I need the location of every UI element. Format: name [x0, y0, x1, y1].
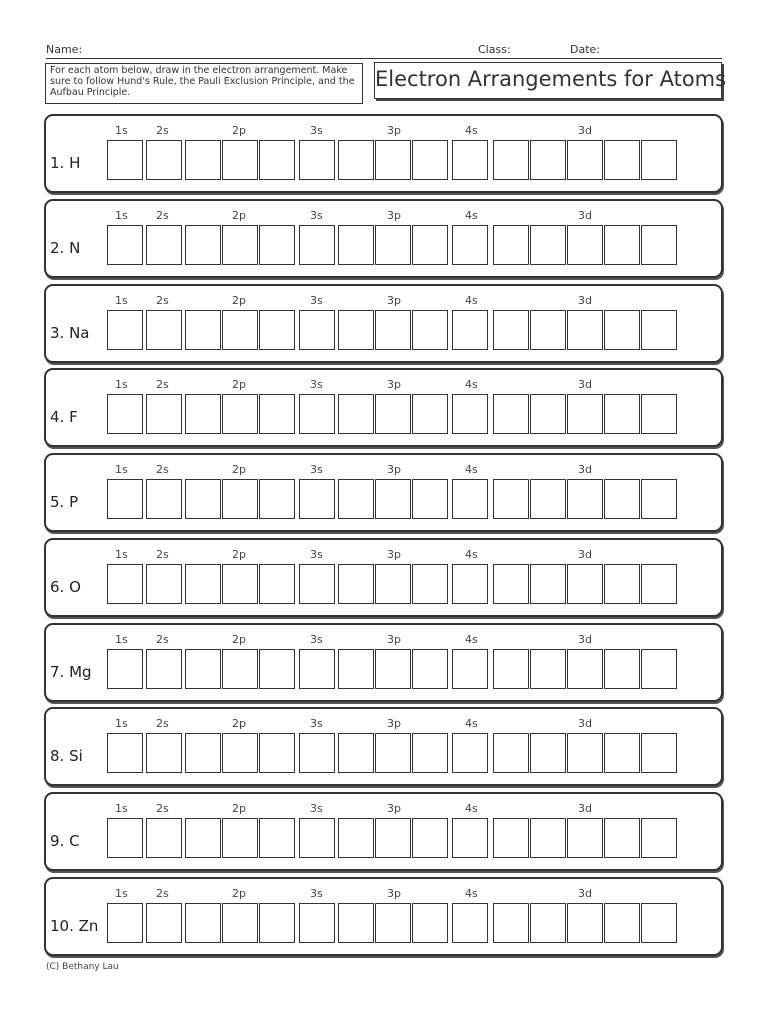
atom-panel: [44, 877, 723, 956]
orbital-box[interactable]: [567, 310, 603, 350]
orbital-box[interactable]: [185, 733, 221, 773]
atom-label: 10. Zn: [50, 917, 99, 935]
orbital-box[interactable]: [493, 818, 529, 858]
orbital-box[interactable]: [299, 479, 335, 519]
orbital-box[interactable]: [412, 225, 448, 265]
orbital-box[interactable]: [259, 649, 295, 689]
orbital-label: 3s: [310, 548, 323, 561]
orbital-box[interactable]: [530, 310, 566, 350]
orbital-box[interactable]: [493, 479, 529, 519]
orbital-box[interactable]: [604, 310, 640, 350]
orbital-box[interactable]: [107, 225, 143, 265]
orbital-label: 3p: [387, 802, 401, 815]
orbital-label: 3s: [310, 378, 323, 391]
orbital-box[interactable]: [338, 903, 374, 943]
orbital-label: 1s: [115, 717, 128, 730]
orbital-label: 3s: [310, 633, 323, 646]
orbital-box[interactable]: [641, 903, 677, 943]
orbital-box[interactable]: [338, 818, 374, 858]
orbital-box[interactable]: [259, 394, 295, 434]
orbital-label: 3d: [578, 802, 592, 815]
orbital-box[interactable]: [375, 649, 411, 689]
orbital-box[interactable]: [375, 903, 411, 943]
orbital-box[interactable]: [604, 394, 640, 434]
orbital-box[interactable]: [604, 479, 640, 519]
orbital-box[interactable]: [641, 394, 677, 434]
orbital-label: 4s: [465, 294, 478, 307]
orbital-box[interactable]: [375, 818, 411, 858]
atom-panel: [44, 792, 723, 871]
orbital-label: 3d: [578, 209, 592, 222]
orbital-box[interactable]: [493, 564, 529, 604]
orbital-box[interactable]: [299, 394, 335, 434]
orbital-label: 3d: [578, 548, 592, 561]
orbital-label: 2s: [156, 463, 169, 476]
instructions-box: For each atom below, draw in the electron arrangement. Make sure to follow Hund's Rule, the Pauli Exclusion Principle, and the Aufbau Principle.: [45, 63, 363, 104]
orbital-box[interactable]: [338, 310, 374, 350]
orbital-label: 2s: [156, 717, 169, 730]
orbital-box[interactable]: [604, 903, 640, 943]
orbital-box[interactable]: [146, 818, 182, 858]
orbital-label: 3p: [387, 378, 401, 391]
orbital-box[interactable]: [259, 140, 295, 180]
orbital-box[interactable]: [259, 903, 295, 943]
orbital-label: 4s: [465, 633, 478, 646]
atom-label: 7. Mg: [50, 663, 92, 681]
orbital-box[interactable]: [375, 140, 411, 180]
orbital-box[interactable]: [222, 649, 258, 689]
orbital-box[interactable]: [452, 394, 488, 434]
orbital-box[interactable]: [338, 733, 374, 773]
orbital-label: 4s: [465, 802, 478, 815]
orbital-box[interactable]: [299, 903, 335, 943]
orbital-box[interactable]: [452, 818, 488, 858]
orbital-box[interactable]: [146, 140, 182, 180]
orbital-box[interactable]: [530, 225, 566, 265]
atom-label: 8. Si: [50, 747, 83, 765]
orbital-label: 2s: [156, 294, 169, 307]
orbital-box[interactable]: [567, 479, 603, 519]
orbital-box[interactable]: [146, 564, 182, 604]
orbital-box[interactable]: [412, 733, 448, 773]
orbital-label: 4s: [465, 124, 478, 137]
orbital-label: 2s: [156, 378, 169, 391]
orbital-box[interactable]: [452, 649, 488, 689]
atom-label: 2. N: [50, 239, 81, 257]
orbital-label: 4s: [465, 209, 478, 222]
orbital-label: 4s: [465, 463, 478, 476]
orbital-label: 3d: [578, 463, 592, 476]
orbital-label: 3s: [310, 124, 323, 137]
atom-label: 6. O: [50, 578, 81, 596]
orbital-box[interactable]: [530, 140, 566, 180]
orbital-label: 2s: [156, 887, 169, 900]
orbital-box[interactable]: [641, 140, 677, 180]
atom-panel: [44, 538, 723, 617]
atom-panel: [44, 199, 723, 278]
orbital-box[interactable]: [185, 225, 221, 265]
orbital-box[interactable]: [604, 649, 640, 689]
orbital-label: 4s: [465, 887, 478, 900]
orbital-box[interactable]: [338, 140, 374, 180]
orbital-box[interactable]: [222, 394, 258, 434]
orbital-box[interactable]: [567, 564, 603, 604]
orbital-label: 2p: [232, 633, 246, 646]
atom-label: 1. H: [50, 154, 81, 172]
orbital-label: 2s: [156, 209, 169, 222]
orbital-box[interactable]: [107, 310, 143, 350]
orbital-box[interactable]: [493, 225, 529, 265]
orbital-box[interactable]: [641, 564, 677, 604]
orbital-label: 3p: [387, 633, 401, 646]
orbital-box[interactable]: [530, 394, 566, 434]
class-label: Class:: [478, 43, 511, 56]
orbital-label: 3p: [387, 209, 401, 222]
orbital-box[interactable]: [604, 225, 640, 265]
orbital-box[interactable]: [107, 394, 143, 434]
orbital-label: 4s: [465, 717, 478, 730]
orbital-box[interactable]: [299, 818, 335, 858]
atom-label: 9. C: [50, 832, 80, 850]
orbital-label: 1s: [115, 887, 128, 900]
orbital-box[interactable]: [299, 564, 335, 604]
orbital-box[interactable]: [641, 479, 677, 519]
orbital-label: 2p: [232, 887, 246, 900]
atom-label: 3. Na: [50, 324, 90, 342]
orbital-box[interactable]: [222, 818, 258, 858]
orbital-label: 3p: [387, 124, 401, 137]
orbital-box[interactable]: [299, 225, 335, 265]
orbital-box[interactable]: [412, 394, 448, 434]
orbital-box[interactable]: [338, 649, 374, 689]
orbital-box[interactable]: [375, 394, 411, 434]
orbital-box[interactable]: [146, 225, 182, 265]
orbital-box[interactable]: [259, 310, 295, 350]
orbital-box[interactable]: [185, 394, 221, 434]
orbital-box[interactable]: [567, 649, 603, 689]
orbital-box[interactable]: [493, 733, 529, 773]
orbital-label: 1s: [115, 633, 128, 646]
orbital-box[interactable]: [641, 818, 677, 858]
orbital-box[interactable]: [107, 140, 143, 180]
orbital-label: 2p: [232, 548, 246, 561]
orbital-box[interactable]: [185, 140, 221, 180]
orbital-label: 4s: [465, 378, 478, 391]
orbital-box[interactable]: [412, 479, 448, 519]
orbital-box[interactable]: [530, 818, 566, 858]
atom-panel: [44, 707, 723, 786]
orbital-label: 1s: [115, 124, 128, 137]
orbital-box[interactable]: [493, 903, 529, 943]
orbital-label: 1s: [115, 294, 128, 307]
orbital-box[interactable]: [375, 479, 411, 519]
orbital-box[interactable]: [493, 394, 529, 434]
orbital-label: 3d: [578, 887, 592, 900]
orbital-label: 2p: [232, 209, 246, 222]
orbital-label: 3s: [310, 463, 323, 476]
orbital-box[interactable]: [641, 225, 677, 265]
orbital-label: 2p: [232, 124, 246, 137]
orbital-box[interactable]: [641, 310, 677, 350]
orbital-box[interactable]: [259, 564, 295, 604]
orbital-box[interactable]: [567, 140, 603, 180]
orbital-label: 3d: [578, 717, 592, 730]
orbital-box[interactable]: [412, 818, 448, 858]
atom-panel: [44, 368, 723, 447]
orbital-box[interactable]: [299, 310, 335, 350]
orbital-box[interactable]: [338, 479, 374, 519]
orbital-box[interactable]: [107, 903, 143, 943]
orbital-box[interactable]: [185, 479, 221, 519]
orbital-box[interactable]: [338, 564, 374, 604]
orbital-box[interactable]: [185, 903, 221, 943]
worksheet-title: Electron Arrangements for Atoms: [374, 62, 722, 99]
orbital-box[interactable]: [530, 903, 566, 943]
orbital-label: 3d: [578, 294, 592, 307]
date-label: Date:: [570, 43, 600, 56]
orbital-label: 2p: [232, 378, 246, 391]
orbital-box[interactable]: [375, 564, 411, 604]
orbital-label: 3s: [310, 209, 323, 222]
orbital-box[interactable]: [452, 479, 488, 519]
orbital-box[interactable]: [146, 310, 182, 350]
orbital-box[interactable]: [146, 903, 182, 943]
orbital-box[interactable]: [107, 733, 143, 773]
orbital-box[interactable]: [493, 649, 529, 689]
orbital-box[interactable]: [185, 649, 221, 689]
orbital-box[interactable]: [107, 479, 143, 519]
orbital-box[interactable]: [604, 564, 640, 604]
orbital-box[interactable]: [338, 225, 374, 265]
orbital-box[interactable]: [641, 649, 677, 689]
atom-panel: [44, 114, 723, 193]
orbital-box[interactable]: [299, 649, 335, 689]
orbital-box[interactable]: [375, 310, 411, 350]
orbital-label: 1s: [115, 209, 128, 222]
orbital-box[interactable]: [185, 310, 221, 350]
orbital-box[interactable]: [530, 733, 566, 773]
orbital-label: 3p: [387, 887, 401, 900]
orbital-box[interactable]: [222, 140, 258, 180]
orbital-label: 1s: [115, 548, 128, 561]
orbital-box[interactable]: [259, 733, 295, 773]
orbital-box[interactable]: [567, 394, 603, 434]
copyright-credit: (C) Bethany Lau: [46, 962, 119, 972]
orbital-box[interactable]: [412, 903, 448, 943]
orbital-label: 3p: [387, 548, 401, 561]
orbital-box[interactable]: [412, 140, 448, 180]
orbital-label: 2p: [232, 802, 246, 815]
orbital-box[interactable]: [222, 733, 258, 773]
orbital-label: 2s: [156, 802, 169, 815]
orbital-label: 2s: [156, 124, 169, 137]
orbital-box[interactable]: [452, 140, 488, 180]
orbital-box[interactable]: [567, 225, 603, 265]
orbital-label: 3d: [578, 633, 592, 646]
orbital-box[interactable]: [530, 649, 566, 689]
orbital-box[interactable]: [604, 733, 640, 773]
orbital-label: 3s: [310, 887, 323, 900]
orbital-box[interactable]: [185, 818, 221, 858]
orbital-label: 3d: [578, 124, 592, 137]
orbital-box[interactable]: [222, 310, 258, 350]
orbital-box[interactable]: [146, 733, 182, 773]
orbital-box[interactable]: [259, 225, 295, 265]
orbital-label: 3s: [310, 802, 323, 815]
orbital-box[interactable]: [493, 310, 529, 350]
orbital-label: 2s: [156, 633, 169, 646]
atom-panel: [44, 284, 723, 363]
orbital-label: 3d: [578, 378, 592, 391]
orbital-box[interactable]: [375, 733, 411, 773]
orbital-box[interactable]: [107, 649, 143, 689]
orbital-box[interactable]: [107, 564, 143, 604]
orbital-box[interactable]: [412, 564, 448, 604]
orbital-label: 3s: [310, 717, 323, 730]
orbital-box[interactable]: [452, 310, 488, 350]
orbital-box[interactable]: [259, 818, 295, 858]
orbital-box[interactable]: [452, 733, 488, 773]
orbital-label: 2p: [232, 463, 246, 476]
orbital-label: 2s: [156, 548, 169, 561]
orbital-box[interactable]: [107, 818, 143, 858]
orbital-box[interactable]: [452, 903, 488, 943]
orbital-box[interactable]: [222, 903, 258, 943]
orbital-box[interactable]: [146, 479, 182, 519]
orbital-label: 2p: [232, 294, 246, 307]
orbital-box[interactable]: [222, 225, 258, 265]
orbital-box[interactable]: [530, 564, 566, 604]
orbital-box[interactable]: [299, 140, 335, 180]
orbital-box[interactable]: [641, 733, 677, 773]
name-label: Name:: [46, 43, 83, 56]
orbital-box[interactable]: [604, 140, 640, 180]
orbital-box[interactable]: [222, 564, 258, 604]
orbital-box[interactable]: [185, 564, 221, 604]
orbital-box[interactable]: [299, 733, 335, 773]
atom-panel: [44, 453, 723, 532]
orbital-label: 1s: [115, 378, 128, 391]
orbital-box[interactable]: [567, 818, 603, 858]
orbital-box[interactable]: [375, 225, 411, 265]
orbital-box[interactable]: [452, 225, 488, 265]
orbital-box[interactable]: [567, 903, 603, 943]
orbital-label: 1s: [115, 802, 128, 815]
orbital-box[interactable]: [146, 649, 182, 689]
orbital-label: 4s: [465, 548, 478, 561]
orbital-label: 1s: [115, 463, 128, 476]
header-underline: [46, 58, 722, 59]
orbital-label: 3p: [387, 294, 401, 307]
orbital-box[interactable]: [452, 564, 488, 604]
orbital-box[interactable]: [567, 733, 603, 773]
orbital-box[interactable]: [259, 479, 295, 519]
orbital-label: 2p: [232, 717, 246, 730]
orbital-box[interactable]: [530, 479, 566, 519]
orbital-label: 3s: [310, 294, 323, 307]
orbital-box[interactable]: [338, 394, 374, 434]
atom-panel: [44, 623, 723, 702]
orbital-box[interactable]: [412, 310, 448, 350]
orbital-box[interactable]: [604, 818, 640, 858]
orbital-box[interactable]: [493, 140, 529, 180]
orbital-label: 3p: [387, 717, 401, 730]
orbital-box[interactable]: [412, 649, 448, 689]
orbital-box[interactable]: [222, 479, 258, 519]
atom-label: 5. P: [50, 493, 79, 511]
orbital-box[interactable]: [146, 394, 182, 434]
atom-label: 4. F: [50, 408, 78, 426]
orbital-label: 3p: [387, 463, 401, 476]
